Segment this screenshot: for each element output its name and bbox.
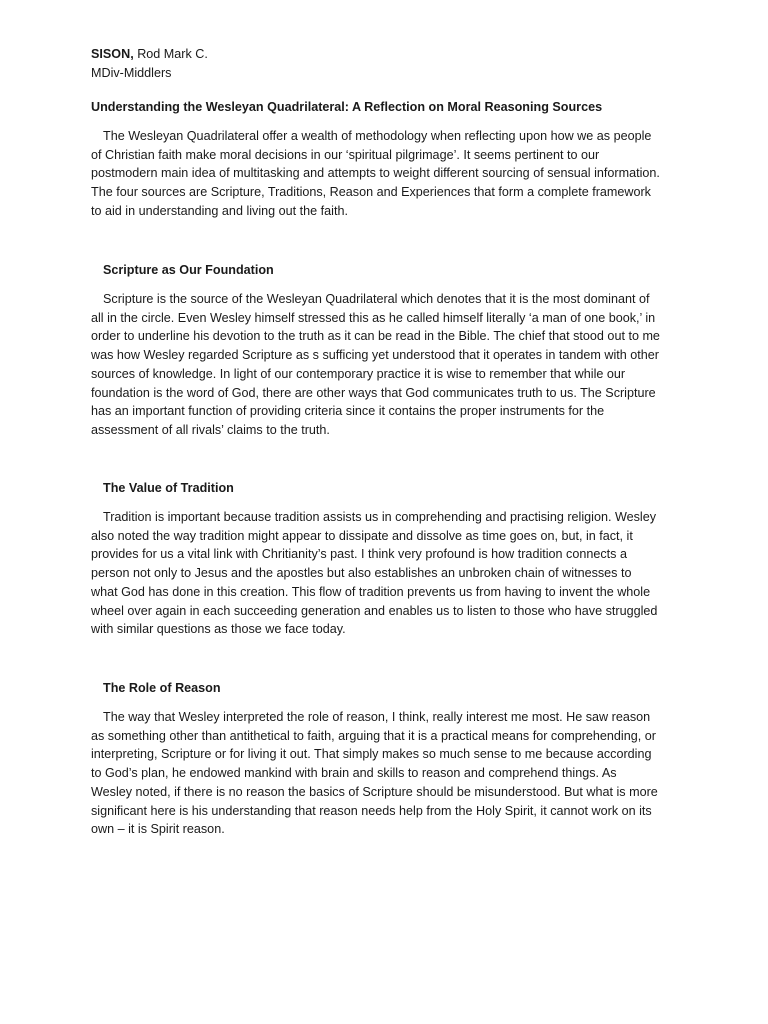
section-body-reason: The way that Wesley interpreted the role of reason, I think, really interest me most. He saw reason as something other than antithetical to faith, arguing that it is a practical means for comprehending, or interpreting, Scripture or for living it out. That simply makes so much sense to me because according to God’s plan, he endowed mankind with brain and skills to reason and comprehend things. As Wesley noted, if there is no reason the basics of Scripture should be misunderstood. But what is more significant here is his understanding that reason needs help from the Holy Spirit, it cannot work on its own – it is Spirit reason. — [91, 710, 658, 837]
section-body-tradition: Tradition is important because tradition assists us in comprehending and practising religion. Wesley also noted the way tradition might appear to dissipate and dissolve as time goes on, but, in fact, it provides for us a vital link with Chritianity’s past. I think very profound is how tradition connects a person not only to Jesus and the apostles but also establishes an unbroken chain of witnesses to what God has done in this creation. This flow of tradition prevents us from having to invent the whole wheel over again in each succeeding generation and enables us to listen to those who have struggled with similar questions as those we face today. — [91, 510, 658, 637]
author-name — [91, 45, 208, 64]
intro-paragraph: The Wesleyan Quadrilateral offer a wealth of methodology when reflecting upon how we as people of Christian faith make moral decisions in our ‘spiritual pilgrimage’. It seems pertinent to our postmodern main idea of multitasking and attempts to weight different sourcing of sensual information. The four sources are Scripture, Traditions, Reason and Experiences that form a complete framework to aid in understanding and living out the faith. — [91, 129, 660, 218]
section-heading-tradition: The Value of Tradition — [103, 481, 234, 495]
author-header — [91, 45, 208, 82]
author-last-name: SISON, — [91, 47, 134, 61]
author-first-name: Rod Mark C. — [133, 47, 208, 61]
section-heading-reason: The Role of Reason — [103, 681, 221, 695]
section-body-scripture: Scripture is the source of the Wesleyan Quadrilateral which denotes that it is the most dominant of all in the circle. Even Wesley himself stressed this as he called himself literally ‘a man of one book,’ in order to underline his devotion to the truth as it can be read in the Bible. The chief that stood out to me was how Wesley regarded Scripture as s sufficing yet understood that it operates in tandem with other sources of knowledge. In light of our contemporary practice it is wise to remember that while our foundation is the word of God, there are other ways that God communicates truth to us. The Scripture has an important function of providing criteria since it contains the proper instruments for the assessment of all rivals’ claims to the truth. — [91, 292, 660, 437]
document-title: Understanding the Wesleyan Quadrilateral: A Reflection on Moral Reasoning Sources — [91, 100, 603, 114]
program-label: MDiv-Middlers — [91, 65, 172, 80]
section-heading-scripture: Scripture as Our Foundation — [103, 263, 274, 277]
